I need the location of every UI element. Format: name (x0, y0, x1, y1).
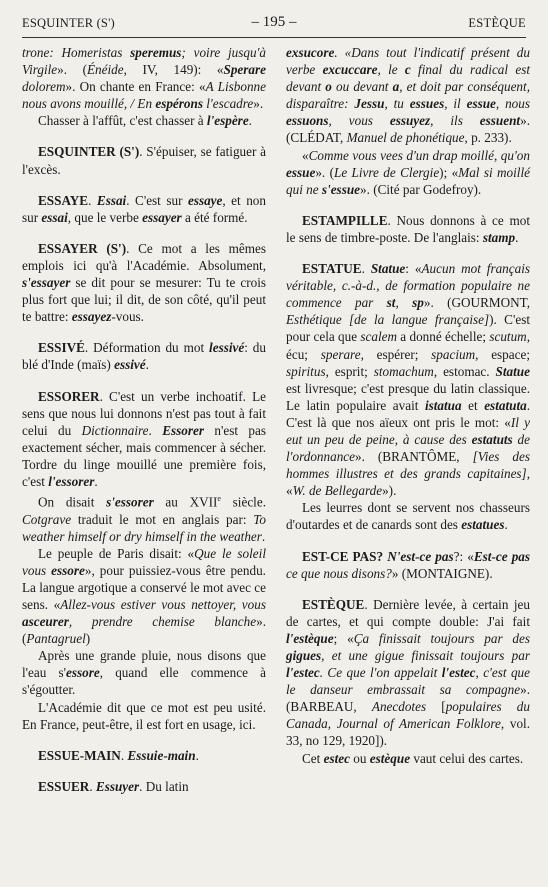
running-head-left: ESQUINTER (S') (22, 16, 115, 30)
paragraph: Après une grande pluie, nous disons que l'eau s'essore, quand elle commence à s'égoutter. (22, 648, 266, 698)
paragraph: L'Académie dit que ce mot est peu usité. En France, peut-être, il est fort en usage, ici. (22, 699, 266, 732)
paragraph: Les leurres dont se servent nos chasseurs d'outardes et de canards sont des estatues. (286, 500, 530, 533)
dictionary-entry: ESTAMPILLE. Nous donnons à ce mot le sens de timbre-poste. De l'anglais: stamp. (286, 212, 530, 245)
page-header (22, 14, 526, 36)
paragraph: Le peuple de Paris disait: «Que le soleil vous essore», pour puissiez-vous être pendu. La langue argotique a conservé le mot avec ce sens. «Allez-vous estiver vous nettoyer, vous asceurer, prendre chemise blanche». (Pantagruel) (22, 545, 266, 647)
dictionary-entry: ESSAYER (S'). Ce mot a les mêmes emplois ici qu'à l'Académie. Absolument, s'essayer se dit pour se mesurer: Tu te crois plus fort que lui; il dit, de son côté, qu'il peut te battre: essayez-vous. (22, 240, 266, 325)
dictionary-entry: ESSUE-MAIN. Essuie-main. (38, 747, 199, 763)
dictionary-entry: ESSUER. Essuyer. Du latin (38, 778, 189, 794)
paragraph: Cet estec ou estèque vaut celui des cartes. (302, 750, 524, 766)
paragraph: trone: Homeristas speremus; voire jusqu'à Virgile». (Énéide, IV, 149): «Sperare dolorem». On chante en France: «A Lisbonne nous avons mouillé, / En espérons l'escadre». (22, 45, 266, 112)
header-rule (22, 37, 526, 38)
paragraph: «Comme vous vees d'un drap moillé, qu'on essue». (Le Livre de Clergie); «Mal si moillé qui ne s'essue». (Cité par Godefroy). (286, 147, 530, 197)
dictionary-entry: ESSIVÉ. Déformation du mot lessivé: du blé d'Inde (maïs) essivé. (22, 340, 266, 373)
dictionary-entry: ESSORER. C'est un verbe inchoatif. Le sens que nous lui donnons n'est pas tout à fait celui du Dictionnaire. Essorer n'est pas exactement sécher, mais commencer à sécher. Tordre du linge mouillé une première fois, c'est l'essorer. (22, 388, 266, 489)
dictionary-entry: ESSAYE. Essai. C'est sur essaye, et non sur essai, que le verbe essayer a été formé. (22, 192, 266, 225)
paragraph: Chasser à l'affût, c'est chasser à l'espère. (38, 113, 252, 129)
right-column (286, 44, 530, 767)
dictionary-entry: EST-CE PAS? N'est-ce pas?: «Est-ce pas ce que nous disons?» (MONTAIGNE). (286, 548, 531, 581)
dictionary-entry: ESTÈQUE. Dernière levée, à certain jeu de cartes, et qui compte double: J'ai fait l'estèque; «Ça finissait toujours par des gigues, et une gigue finissait toujours par l'estec. Ce que l'on appelait l'estec, c'est que le danseur embrassait sa compagne». (BARBEAU, Anecdotes [populaires du Canada, Journal of American Folklore, vol. 33, no 129, 1920]). (286, 596, 531, 749)
left-column (22, 44, 266, 795)
paragraph: exsucore. «Dans tout l'indicatif présent du verbe excuccare, le c final du radical est devant o ou devant a, et doit par conséquent, disparaître: Jessu, tu essues, il essue, nous essuons, vous essuyez, ils essuent». (CLÉDAT, Manuel de phonétique, p. 233). (286, 45, 530, 146)
dictionary-entry: ESQUINTER (S'). S'épuiser, se fatiguer à l'excès. (22, 144, 266, 177)
paragraph: On disait s'essorer au XVIIe siècle. Cotgrave traduit le mot en anglais par: To weather himself or dry himself in the weather. (22, 494, 266, 544)
running-head-right: ESTÈQUE (468, 16, 526, 30)
page-number: – 195 – (251, 14, 297, 30)
dictionary-entry: ESTATUE. Statue: «Aucun mot français véritable, c.-à-d., de formation populaire ne commence par st, sp». (GOURMONT, Esthétique [de la langue française]). C'est pour cela que scalem a donné échelle; scutum, écu; sperare, espérer; spacium, espace; spiritus, esprit; stomachum, estomac. Statue est livresque; c'est presque du latin classique. Le latin populaire avait istatua et estatuta. C'est là que nos aïeux ont pris le mot: «Il y eut un peu de peine, à cause des estatuts de l'ordonnance». (BRANTÔME, [Vies des hommes illustres et des grands capitaines], «W. de Bellegarde»). (286, 261, 531, 499)
